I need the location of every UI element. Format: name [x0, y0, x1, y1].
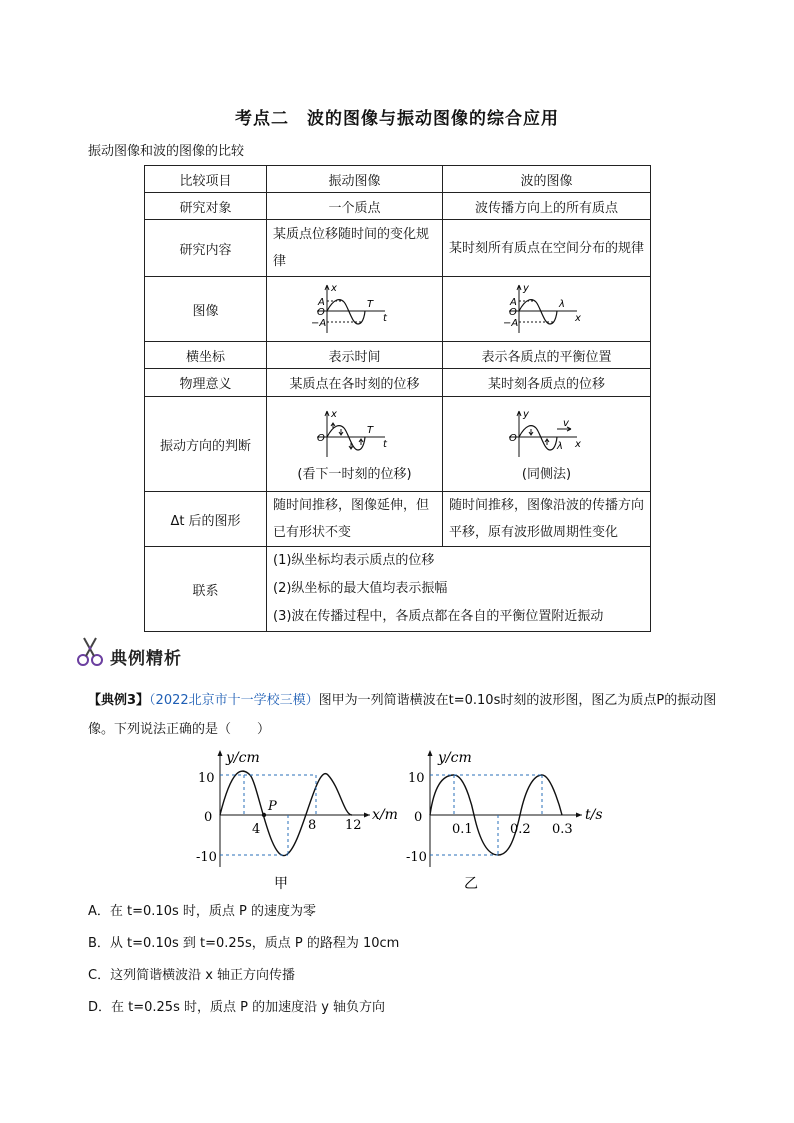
direction-caption: (同侧法) — [521, 466, 572, 482]
axis-label: x — [574, 313, 581, 324]
wave-graph — [487, 281, 607, 337]
comparison-table — [144, 165, 651, 632]
axis-label: λ — [556, 440, 563, 452]
y-tick: -10 — [406, 850, 427, 865]
table-row — [145, 547, 651, 632]
direction-caption: (看下一时刻的位移) — [297, 466, 412, 482]
x-tick: 0.1 — [452, 822, 473, 837]
question-tag: 【典例3】 — [88, 693, 150, 708]
table-cell: 表示时间 — [267, 342, 443, 369]
table-row — [145, 220, 651, 277]
axis-label: y — [522, 408, 529, 420]
axis-label: x — [330, 283, 337, 294]
page-title: 考点二 波的图像与振动图像的综合应用 — [235, 109, 559, 129]
axis-label: T — [366, 424, 373, 436]
vibration-graph — [295, 281, 415, 337]
vibration-direction-cell — [267, 397, 443, 492]
axis-label: O — [508, 307, 517, 318]
axis-label: x — [330, 408, 337, 420]
table-row — [145, 492, 651, 547]
row-label: 横坐标 — [145, 342, 267, 369]
axis-label: t — [382, 438, 387, 450]
y-tick: 10 — [408, 771, 425, 786]
y-tick: 10 — [198, 771, 215, 786]
header-cell: 振动图像 — [267, 166, 443, 193]
table-cell: 随时间推移，图像沿波的传播方向平移，原有波形做周期性变化 — [443, 492, 651, 547]
table-row — [145, 277, 651, 342]
y-tick: 0 — [204, 810, 213, 825]
header-cell: 比较项目 — [145, 166, 267, 193]
table-cell: 某质点在各时刻的位移 — [267, 369, 443, 397]
table-cell: 某时刻各质点的位移 — [443, 369, 651, 397]
wave-direction-cell — [443, 397, 651, 492]
option-a: A．在 t=0.10s 时，质点 P 的速度为零 — [88, 904, 316, 919]
x-tick: 12 — [345, 818, 362, 833]
row-label: Δt 后的图形 — [145, 492, 267, 547]
relation-cell — [267, 547, 651, 632]
axis-label: O — [508, 432, 517, 444]
table-cell: 表示各质点的平衡位置 — [443, 342, 651, 369]
table-header-row — [145, 166, 651, 193]
x-axis-label: t/s — [585, 807, 603, 823]
x-tick: 8 — [308, 818, 317, 833]
option-c: C．这列简谐横波沿 x 轴正方向传播 — [88, 968, 296, 983]
section-subtitle: 振动图像和波的图像的比较 — [88, 144, 245, 159]
graph-jia — [196, 750, 398, 892]
question-source: （2022北京市十一学校三模） — [149, 693, 319, 708]
vibration-direction-graph — [295, 407, 415, 459]
x-tick: 0.2 — [510, 822, 531, 837]
scissors-icon — [74, 634, 108, 668]
question-body: 图甲为一列简谐横波在t=0.10s时刻的波形图，图乙为质点P的振动图像。下列说法正确的是（ ） — [88, 693, 717, 737]
table-cell: 某时刻所有质点在空间分布的规律 — [443, 220, 651, 277]
vibration-graph-cell — [267, 277, 443, 342]
axis-label: −A — [502, 318, 518, 329]
option-b: B．从 t=0.10s 到 t=0.25s，质点 P 的路程为 10cm — [88, 936, 400, 951]
relation-item: (2)纵坐标的最大值均表示振幅 — [273, 581, 448, 596]
point-p-label: P — [268, 799, 277, 814]
row-label: 物理意义 — [145, 369, 267, 397]
table-cell: 一个质点 — [267, 193, 443, 220]
axis-label: A — [509, 297, 517, 308]
axis-label: −A — [310, 318, 326, 329]
table-row — [145, 193, 651, 220]
banner-title: 典例精析 — [110, 649, 182, 669]
table-cell: 随时间推移，图像延伸，但已有形状不变 — [267, 492, 443, 547]
relation-item: (1)纵坐标均表示质点的位移 — [273, 553, 435, 568]
wave-graph-cell — [443, 277, 651, 342]
y-tick: -10 — [196, 850, 217, 865]
y-axis-label: y/cm — [438, 750, 472, 766]
y-axis-label: y/cm — [226, 750, 260, 766]
axis-label: t — [382, 313, 387, 324]
table-cell: 波传播方向上的所有质点 — [443, 193, 651, 220]
header-cell: 波的图像 — [443, 166, 651, 193]
section-banner — [74, 634, 182, 669]
graph-yi — [406, 750, 603, 892]
table-row — [145, 397, 651, 492]
x-tick: 4 — [252, 822, 261, 837]
row-label: 图像 — [145, 277, 267, 342]
row-label: 研究对象 — [145, 193, 267, 220]
graph-caption: 乙 — [464, 876, 478, 892]
graph-caption: 甲 — [274, 876, 288, 892]
row-label: 联系 — [145, 547, 267, 632]
axis-label: O — [316, 307, 325, 318]
wave-direction-graph — [487, 407, 607, 459]
option-d: D．在 t=0.25s 时，质点 P 的加速度沿 y 轴负方向 — [88, 1000, 386, 1015]
axis-label: T — [366, 299, 373, 310]
y-tick: 0 — [414, 810, 423, 825]
x-axis-label: x/m — [372, 807, 398, 823]
relation-item: (3)波在传播过程中，各质点都在各自的平衡位置附近振动 — [273, 609, 604, 624]
question-text — [88, 686, 720, 744]
axis-label: v — [562, 417, 569, 429]
table-row — [145, 342, 651, 369]
row-label: 振动方向的判断 — [145, 397, 267, 492]
table-cell: 某质点位移随时间的变化规律 — [267, 220, 443, 277]
axis-label: O — [316, 432, 325, 444]
axis-label: A — [317, 297, 325, 308]
axis-label: y — [522, 283, 529, 294]
row-label: 研究内容 — [145, 220, 267, 277]
question-figures — [190, 742, 610, 902]
axis-label: x — [574, 438, 581, 450]
axis-label: λ — [558, 299, 565, 310]
x-tick: 0.3 — [552, 822, 573, 837]
table-row — [145, 369, 651, 397]
